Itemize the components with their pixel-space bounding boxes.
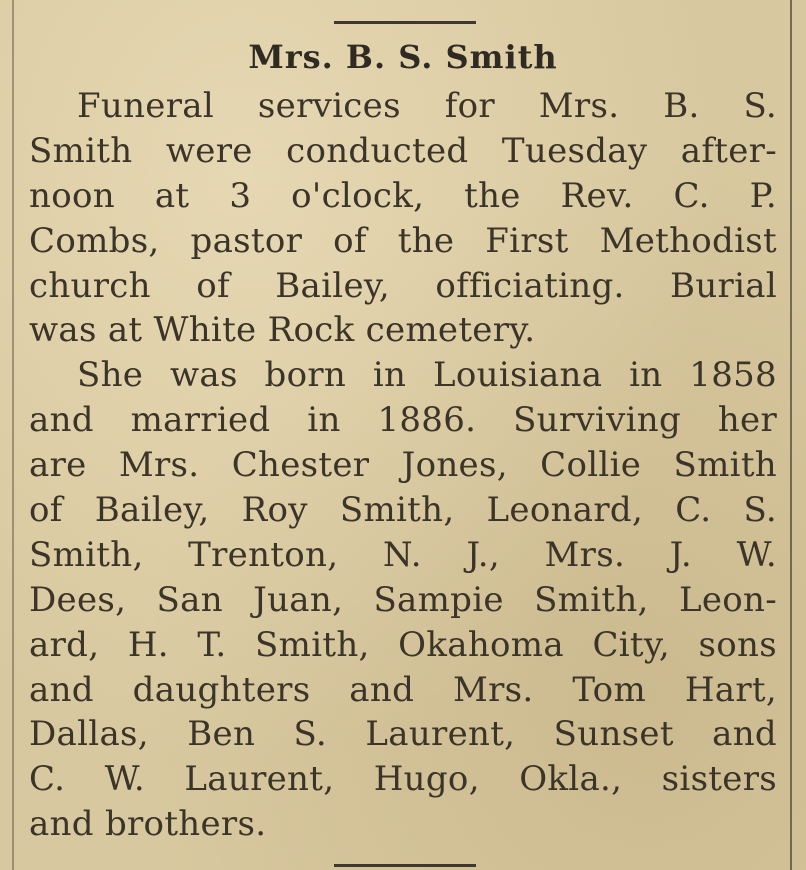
text-line: Smith were conducted Tuesday after- [29,130,777,171]
text-line: and married in 1886. Surviving her [29,400,777,441]
text-line: and daughters and Mrs. Tom Hart, [29,669,777,710]
text-line: Dallas, Ben S. Laurent, Sunset and [29,714,777,755]
text-line: Dees, San Juan, Sampie Smith, Leon- [29,579,777,620]
column-rule-right [790,0,792,870]
bottom-separator-rule [334,864,476,867]
text-line: and brothers. [29,804,267,845]
top-separator-rule [334,21,476,24]
text-line: She was born in Louisiana in 1858 [77,355,777,396]
text-line: of Bailey, Roy Smith, Leonard, C. S. [29,490,777,531]
text-line: Combs, pastor of the First Methodist [29,220,777,261]
text-line: Funeral services for Mrs. B. S. [77,86,777,126]
obituary-body [29,84,777,847]
text-line: church of Bailey, officiating. Burial [29,265,777,306]
text-line: was at White Rock cemetery. [29,310,536,351]
text-line: C. W. Laurent, Hugo, Okla., sisters [29,759,777,800]
text-line: are Mrs. Chester Jones, Collie Smith [29,445,777,486]
text-line: Smith, Trenton, N. J., Mrs. J. W. [29,534,777,575]
obituary-headline: Mrs. B. S. Smith [248,38,558,76]
text-line: noon at 3 o'clock, the Rev. C. P. [29,175,777,216]
column-rule-left [12,0,14,870]
text-line: ard, H. T. Smith, Okahoma City, sons [29,624,777,665]
